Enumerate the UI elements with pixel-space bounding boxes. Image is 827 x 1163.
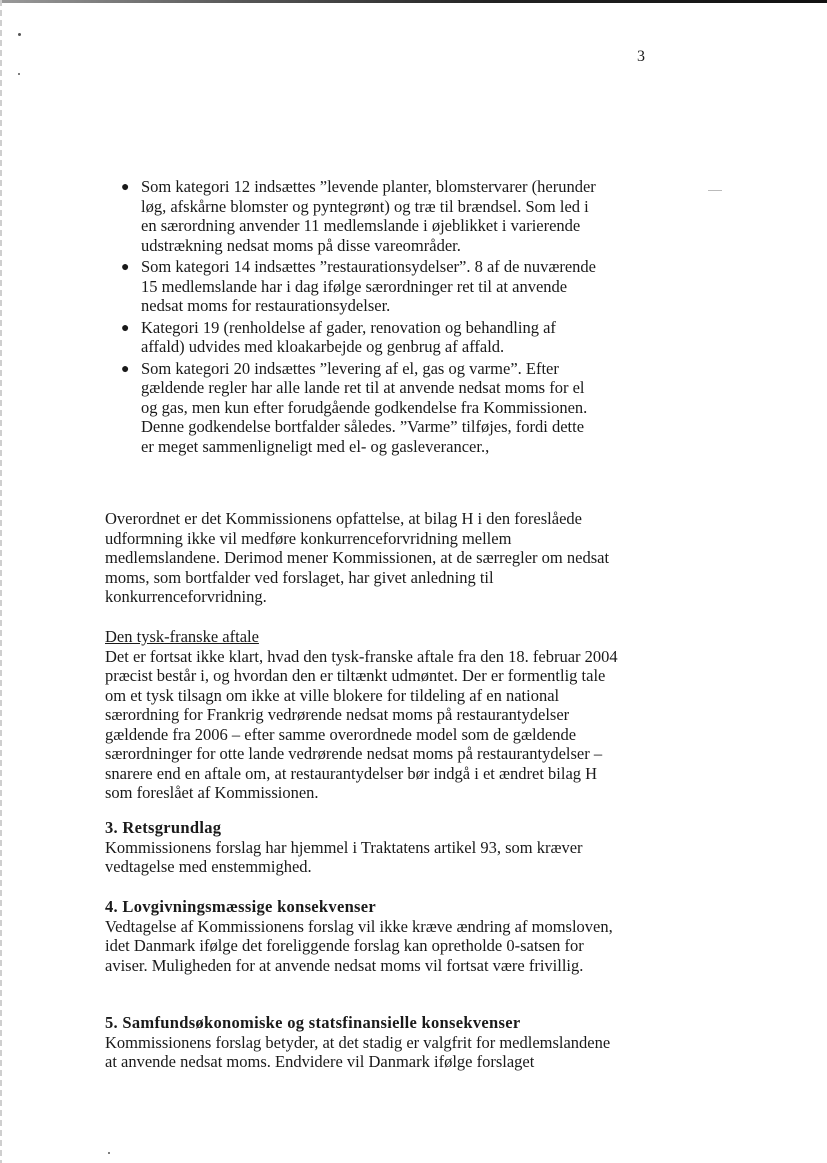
section-heading: 3. Retsgrundlag (105, 818, 222, 837)
scan-top-edge (0, 0, 827, 3)
bullet-icon: ● (121, 361, 130, 377)
section-body: Kommissionens forslag har hjemmel i Traktatens artikel 93, som kræver vedtagelse med enstemmighed. (105, 837, 583, 876)
scan-speck (18, 33, 21, 36)
section-body: Det er fortsat ikke klart, hvad den tysk-franske aftale fra den 18. februar 2004 præcist består i, og hvordan den er tiltænkt udmøntet. Der er formentlig tale om et tysk tilsagn om ikke at ville blokere for tildeling af en national særordning for Frankrig vedrørende nedsat moms på restaurantydelser gældende fra 2006 – efter samme overordnede model som de gældende særordninger for otte lande vedrørende nedsat moms på restaurantydelser – snarere end en aftale om, at restaurantydelser bør indgå i et ændret bilag H som foreslået af Kommissionen. (105, 646, 618, 802)
section-heading: 4. Lovgivningsmæssige konsekvenser (105, 897, 377, 916)
section-legal-basis (105, 818, 620, 877)
list-item: ● Som kategori 14 indsættes ”restaurationsydelser”. 8 af de nuværende 15 medlemslande har i dag ifølge særordninger ret til at anvende nedsat moms for restaurationsydelser. (121, 257, 597, 315)
summary-paragraph: Overordnet er det Kommissionens opfattelse, at bilag H i den foreslåede udformning ikke vil medføre konkurrenceforvridning mellem medlemslandene. Derimod mener Kommissionen, at de særregler om nedsat moms, som bortfalder ved forslaget, har givet anledning til konkurrenceforvridning. (105, 509, 610, 606)
list-item: ● Som kategori 20 indsættes ”levering af el, gas og varme”. Efter gældende regler har alle lande ret til at anvende nedsat moms for el og gas, men kun efter forudgående godkendelse fra Kommissionen. Denne godkendelse bortfalder således. ”Varme” tilføjes, fordi dette er meget sammenligneligt med el- og gasleverancer., (121, 358, 588, 456)
section-economic-consequences (105, 1013, 620, 1072)
list-item: ● Som kategori 12 indsættes ”levende planter, blomstervarer (herunder løg, afskårne blomster og pyntegrønt) og træ til brændsel. Som led i en særordning anvender 11 medlemslande i øjeblikket i varierende udstrækning nedsat moms på disse vareområder. (121, 177, 596, 255)
scan-mark (708, 190, 722, 191)
list-item: ● Kategori 19 (renholdelse af gader, renovation og behandling af affald) udvides med kloakarbejde og genbrug af affald. (121, 317, 556, 356)
section-german-french-agreement (105, 627, 620, 803)
section-heading: Den tysk-franske aftale (105, 627, 259, 646)
scan-speck (18, 73, 20, 75)
scan-speck (108, 1152, 110, 1154)
section-heading: 5. Samfundsøkonomiske og statsfinansielle konsekvenser (105, 1013, 521, 1032)
section-body: Kommissionens forslag betyder, at det stadig er valgfrit for medlemslandene at anvende nedsat moms. Endvidere vil Danmark ifølge forslaget (105, 1032, 611, 1071)
scan-left-edge (0, 0, 2, 1163)
section-legislative-consequences (105, 897, 620, 975)
bullet-icon: ● (121, 180, 130, 195)
category-bullet-list (118, 177, 598, 458)
page-number: 3 (637, 48, 645, 65)
bullet-icon: ● (121, 260, 130, 275)
section-body: Vedtagelse af Kommissionens forslag vil ikke kræve ændring af momsloven, idet Danmark ifølge det foreliggende forslag kan opretholde 0-satsen for aviser. Muligheden for at anvende nedsat moms vil fortsat være frivillig. (105, 916, 613, 975)
bullet-icon: ● (121, 320, 130, 336)
